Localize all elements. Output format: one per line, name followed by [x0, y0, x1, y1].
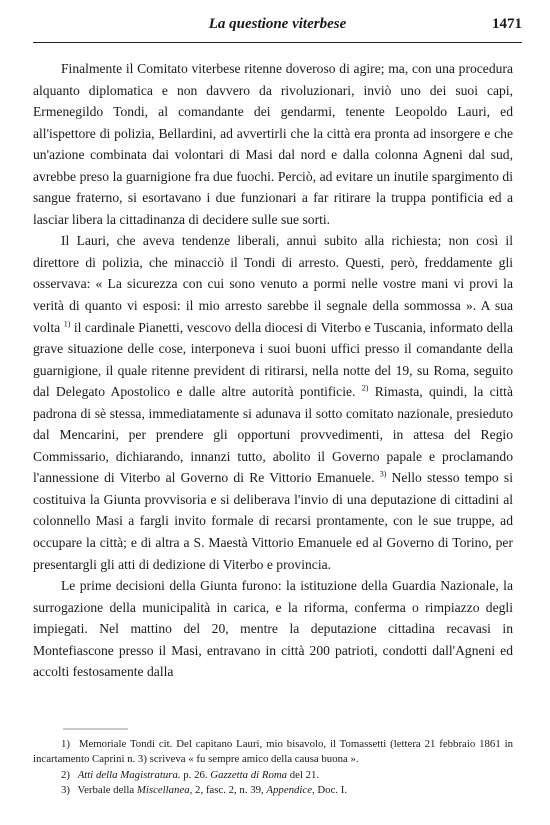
footnote-text: p. 26.: [180, 768, 211, 781]
footnote-rule: [33, 728, 513, 730]
paragraph-text: Finalmente il Comitato viterbese ritenne doveroso di agire; ma, con una procedura alquanto diplomatica e non davvero da rivoluzionari, inviò uno dei suoi capi, Ermenegildo Tondi, al comandante dei gendarmi, tenente Leopoldo Lauri, ed all'ispettore di polizia, Bellardini, ad avvertirli che la città era pronta ad insorgere e che un'azione combinata dai volontari di Masi dal nord e dalla colonna Agneni dal sud, avrebbe preso la guarnigione fra due fuochi. Perciò, ad evitare un inutile spargimento di sangue fraterno, si esortavano i due funzionari a far ritirare la truppa pontificia ed a lasciar libera la cittadinanza di decidere sulle sue sorti.: [33, 61, 513, 227]
paragraph-text: Il Lauri, che aveva tendenze liberali, annuì subito alla richiesta; non così il direttore di polizia, che minacciò il Tondi di arresto. Questi, però, freddamente gli osservava: « La sicurezza con cui sono venuto a pormi nelle vostre mani vi provi la verità di quanto vi esposi: il mio arresto sarebbe il segnale della sommossa ». A sua volta: [33, 233, 513, 335]
footnote-italic-text: Miscellanea,: [136, 784, 193, 797]
page-number: 1471: [492, 16, 522, 32]
footnote-marker: 2): [361, 383, 369, 393]
paragraph: [33, 230, 513, 575]
footnote-text: Memoriale Tondi cit. Del capitano Lauri, mio bisavolo, il Tomassetti (lettera 21 febbraio 1861 in incartamento Caprini n. 3) scriveva « fu sempre amico della causa buona ».: [33, 738, 513, 766]
paragraph-text: Le prime decisioni della Giunta furono: la istituzione della Guardia Nazionale, la surrogazione della municipalità in carica, e la riforma, conferma o rimpiazzo degli impiegati. Nel mattino del 20, mentre la deputazione cittadina recavasi in Montefiascone presso il Masi, entravano in città 200 patrioti, condotti dall'Agneni ed accolti festosamente dalla: [33, 578, 513, 680]
footnote-number: 2): [61, 768, 70, 781]
footnote-text: 2, fasc. 2, n. 39,: [192, 784, 267, 797]
footnote-italic-text: Appendice,: [266, 784, 315, 797]
paragraph: [33, 58, 513, 230]
footnote-text: Doc. I.: [314, 784, 348, 797]
footnote: [33, 783, 513, 798]
running-title: La questione viterbese: [208, 16, 347, 32]
paragraph: [33, 575, 513, 683]
footnote-italic-text: Gazzetta di Roma: [210, 768, 288, 781]
footnote-marker: 1): [63, 319, 71, 329]
footnote-text: Verbale della: [77, 784, 137, 797]
footnote-number: 3): [61, 784, 70, 797]
paragraph-text: Nello stesso tempo si costituiva la Giunta provvisoria e si deliberava l'invio di una deputazione di cittadini al colonnello Masi a fargli invito formale di recarsi prontamente, con le sue truppe, ad occupare la città; e di altra a S. Maestà Vittorio Emanuele ed al Governo di Torino, per presentargli gli atti di dedizione di Viterbo e provincia.: [33, 470, 513, 572]
footnotes: [33, 737, 513, 799]
footnote: [33, 737, 513, 768]
paragraph-text: il cardinale Pianetti, vescovo della diocesi di Viterbo e Tuscania, informato della grave situazione delle cose, interponeva i suoi buoni uffici presso il comandante della guarnigione, il quale ritenne prevident di ritirarsi, nella notte del 19, su Roma, seguito dal Delegato Apostolico e dalle altre autorità pontificie.: [33, 319, 513, 400]
footnote-number: 1): [61, 738, 70, 750]
footnote: [33, 768, 513, 783]
body-text: [33, 58, 513, 683]
page-header: [33, 16, 522, 43]
paragraph-text: Rimasta, quindi, la città padrona di sè stessa, immediatamente si adunava il sotto comitato nazionale, presieduto dal Mencarini, per prendere gli opportuni provvedimenti, in attesa del Regio Commissario, dichiarando, innanzi tutto, abolito il Governo papale e proclamando l'annessione di Viterbo al Governo di Re Vittorio Emanuele.: [33, 384, 513, 486]
footnote-italic-text: Atti della Magistratura.: [77, 768, 181, 781]
footnote-marker: 3): [379, 469, 387, 479]
footnote-text: del 21.: [287, 768, 320, 781]
